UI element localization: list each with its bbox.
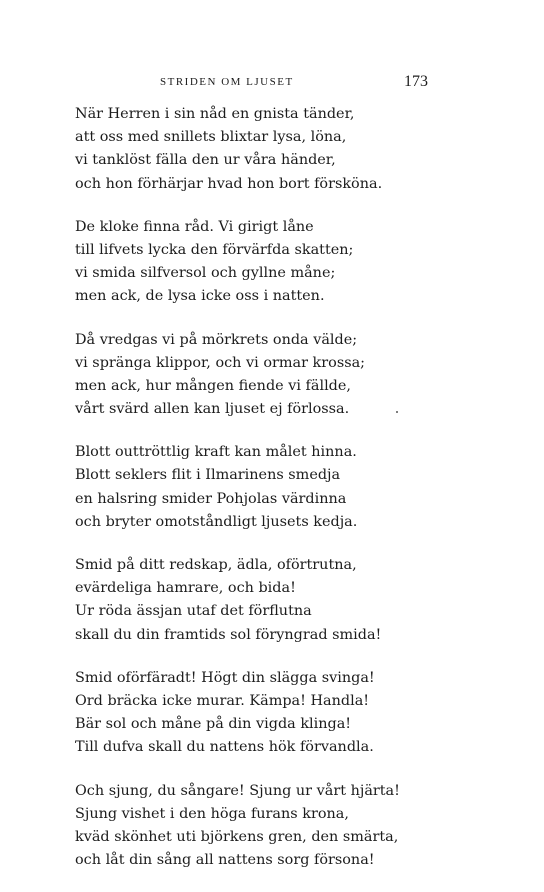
poem-line: en halsring smider Pohjolas värdinna [75,490,347,507]
poem-line: Ord bräcka icke murar. Kämpa! Handla! [75,692,370,709]
poem-line: till lifvets lycka den förvärfda skatten; [75,241,354,258]
stanza-2 [75,216,435,309]
poem-line: vi spränga klippor, och vi ormar krossa; [75,354,366,371]
poem-line: vårt svärd allen kan ljuset ej förlossa. [75,401,350,418]
poem [75,103,435,892]
running-title: STRIDEN OM LJUSET [160,76,294,88]
page-number: 173 [404,73,428,90]
poem-line: vi smida silfversol och gyllne måne; [75,265,336,282]
poem-line: att oss med snillets blixtar lysa, löna, [75,129,347,146]
poem-line: vi tanklöst fälla den ur våra händer, [75,152,336,169]
poem-line: Och sjung, du sångare! Sjung ur vårt hjärta! [75,782,400,799]
stanza-6 [75,667,435,760]
stanza-5 [75,554,435,647]
poem-line: och hon förhärjar hvad hon bort försköna. [75,175,383,192]
poem-line: men ack, de lysa icke oss i natten. [75,288,325,305]
poem-line: Då vredgas vi på mörkrets onda välde; [75,331,358,348]
poem-line: Blott outtröttlig kraft kan målet hinna. [75,444,357,461]
poem-line: De kloke finna råd. Vi girigt låne [75,218,314,235]
ink-speck [396,411,398,413]
running-head [0,73,544,94]
stanza-7 [75,780,435,873]
stanza-3 [75,329,435,422]
poem-line: Sjung vishet i den höga furans krona, [75,805,349,822]
poem-line: Ur röda ässjan utaf det förflutna [75,603,312,620]
poem-line: Smid på ditt redskap, ädla, oförtrutna, [75,557,357,573]
poem-line: Bär sol och måne på din vigda klinga! [75,716,352,733]
poem-line: och bryter omotståndligt ljusets kedja. [75,513,358,530]
poem-line: Blott seklers flit i Ilmarinens smedja [75,467,341,484]
poem-line: evärdeliga hamrare, och bida! [75,580,296,597]
stanza-4 [75,441,435,534]
poem-line: och låt din sång all nattens sorg försona! [75,852,375,869]
poem-line: kväd skönhet uti björkens gren, den smärta, [75,828,399,845]
poem-line: skall du din framtids sol föryngrad smida! [75,626,382,643]
stanza-1 [75,103,435,196]
poem-line: Smid oförfäradt! Högt din slägga svinga! [75,669,375,686]
poem-line: men ack, hur mången fiende vi fällde, [75,377,351,394]
poem-line: När Herren i sin nåd en gnista tänder, [75,106,355,122]
poem-line: Till dufva skall du nattens hök förvandla. [75,739,374,756]
